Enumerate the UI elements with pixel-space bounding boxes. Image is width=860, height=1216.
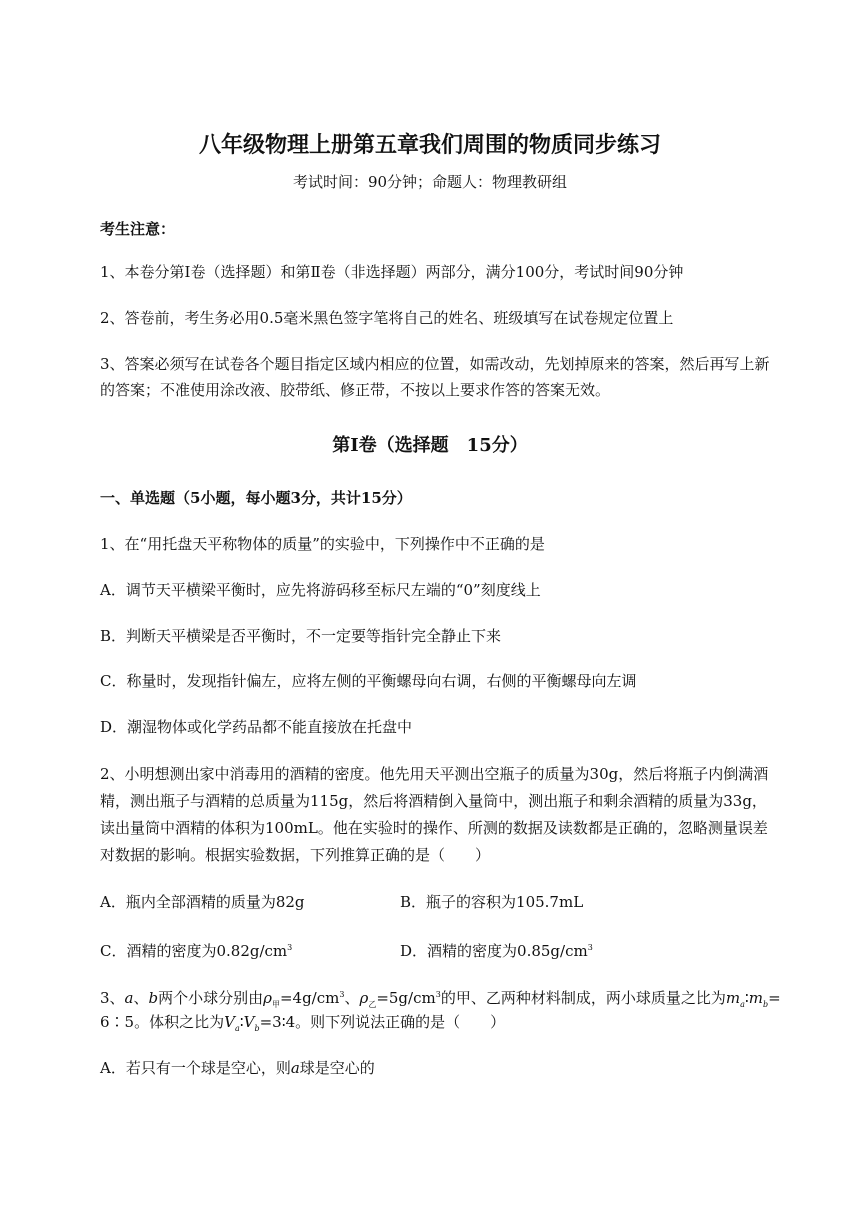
q1-option-b: B．判断天平横梁是否平衡时，不一定要等指针完全静止下来	[100, 627, 502, 645]
q2-option-b: B．瓶子的容积为105.7mL	[400, 893, 584, 911]
q1-option-d: D．潮湿物体或化学药品都不能直接放在托盘中	[100, 718, 413, 736]
q3-sub-a: a	[234, 1024, 240, 1033]
q3-sub-b: b	[254, 1024, 260, 1033]
q3-var-m: m	[748, 989, 763, 1007]
q3-var-v: V	[224, 1013, 235, 1031]
q3-var-m: m	[725, 989, 741, 1007]
q3-var-v: V	[243, 1013, 255, 1031]
q2-stem-line-2: 精，测出瓶子与酒精的总质量为115g，然后将酒精倒入量筒中，测出瓶子和剩余酒精的质量为33g，	[100, 792, 767, 810]
q3-text: =5g/cm	[376, 989, 436, 1007]
q2-option-c	[100, 938, 380, 961]
notice-item-1: 1、本卷分第Ⅰ卷（选择题）和第Ⅱ卷（非选择题）两部分，满分100分，考试时间90分钟	[100, 263, 684, 281]
q3-sub-b: b	[762, 1000, 769, 1009]
q3-text: 的甲、乙两种材料制成，两小球质量之比为	[440, 989, 726, 1007]
q3-var-a: a	[124, 989, 134, 1007]
q3-sub-a: a	[740, 1000, 745, 1009]
q3-option-a	[100, 1058, 760, 1078]
q3-option-a-text: 球是空心的	[299, 1059, 375, 1077]
q3-text: 、	[133, 989, 149, 1007]
q3-option-a-text: A．若只有一个球是空心，则	[100, 1059, 291, 1077]
q2-option-d-text: D．酒精的密度为0.85g/cm	[400, 942, 588, 960]
q3-text: ∶	[744, 989, 749, 1007]
q2-stem-line-4: 对数据的影响。根据实验数据，下列推算正确的是（ ）	[100, 846, 491, 864]
q1-stem: 1、在“用托盘天平称物体的质量”的实验中，下列操作中不正确的是	[100, 535, 545, 553]
notice-item-3-cont: 的答案；不准使用涂改液、胶带纸、修正带，不按以上要求作答的答案无效。	[100, 381, 611, 399]
q3-exp: 3	[435, 990, 441, 999]
q2-option-d	[400, 938, 593, 961]
q2-stem-line-3: 读出量筒中酒精的体积为100mL。他在实验时的操作、所测的数据及读数都是正确的，忽略测量误差	[100, 819, 768, 837]
q2-stem-line-1: 2、小明想测出家中消毒用的酒精的密度。他先用天平测出空瓶子的质量为30g，然后将瓶子内倒满酒	[100, 765, 769, 783]
q3-rho: ρ	[359, 989, 369, 1007]
q3-sub-jia: 甲	[271, 1000, 280, 1009]
q2-option-d-exp: 3	[587, 943, 593, 952]
q3-text: =4g/cm	[279, 989, 340, 1007]
q2-option-a: A．瓶内全部酒精的质量为82g	[100, 893, 305, 911]
section-title: 第Ⅰ卷（选择题 15分）	[332, 435, 528, 456]
q3-stem-line-1	[100, 985, 781, 1015]
q3-text: 两个小球分别由	[158, 989, 264, 1007]
notice-item-3: 3、答案必须写在试卷各个题目指定区域内相应的位置，如需改动，先划掉原来的答案，然后再写上新	[100, 355, 770, 373]
q3-stem-line-2	[100, 1012, 760, 1039]
q3-text: 、	[344, 989, 360, 1007]
q3-exp: 3	[339, 990, 345, 999]
q3-rho: ρ	[263, 989, 272, 1007]
q3-var-b: b	[148, 989, 159, 1007]
q3-text: ∶	[239, 1013, 244, 1031]
exam-title: 八年级物理上册第五章我们周围的物质同步练习	[198, 132, 661, 158]
q3-text: 3、	[100, 989, 125, 1007]
notice-heading: 考生注意：	[100, 220, 176, 238]
q3-option-a-var: a	[290, 1059, 300, 1077]
exam-subtitle: 考试时间：90分钟；命题人：物理教研组	[292, 173, 568, 191]
q2-option-c-text: C．酒精的密度为0.82g/cm	[100, 942, 288, 960]
q3-text: =	[768, 989, 781, 1007]
notice-item-2: 2、答卷前，考生务必用0.5毫米黑色签字笔将自己的姓名、班级填写在试卷规定位置上	[100, 309, 674, 327]
q3-sub-yi: 乙	[368, 1000, 377, 1009]
q2-option-c-exp: 3	[287, 943, 293, 952]
q1-option-c: C．称量时，发现指针偏左，应将左侧的平衡螺母向右调，右侧的平衡螺母向左调	[100, 672, 637, 690]
q3-text: 6∶5。体积之比为	[100, 1013, 225, 1031]
q1-option-a: A．调节天平横梁平衡时，应先将游码移至标尺左端的“0”刻度线上	[100, 581, 541, 599]
part-heading: 一、单选题（5小题，每小题3分，共计15分）	[100, 489, 412, 507]
q3-text: =3∶4。则下列说法正确的是（ ）	[259, 1013, 506, 1031]
